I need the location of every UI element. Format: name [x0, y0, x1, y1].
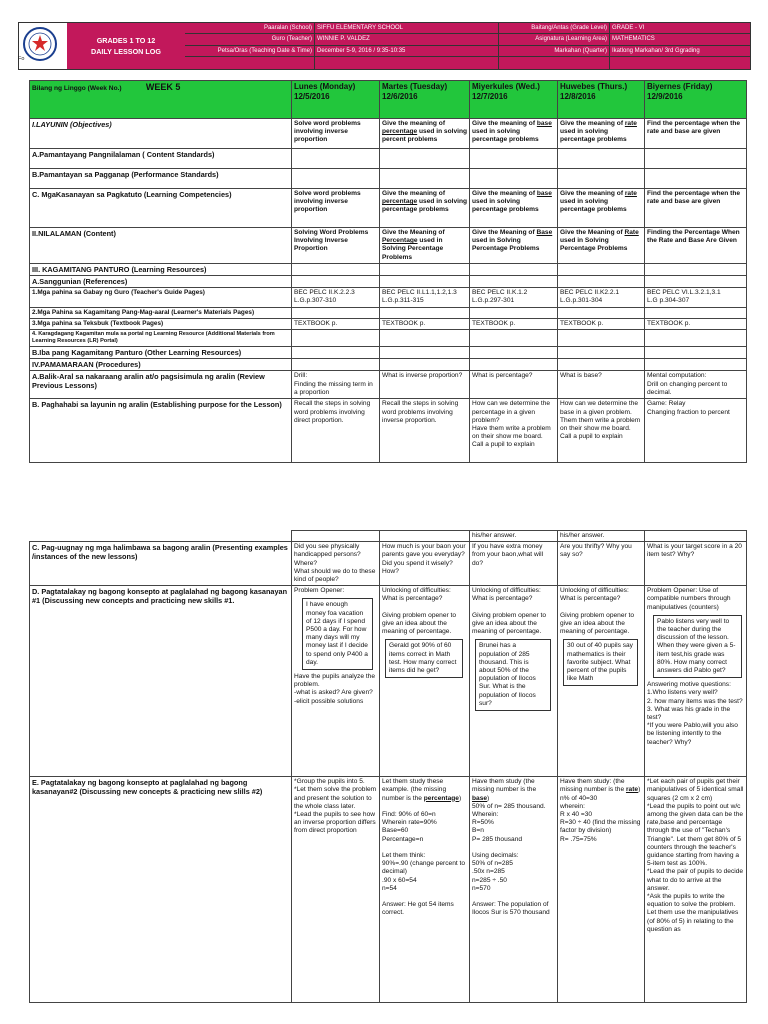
deped-seal-icon [23, 26, 57, 62]
day-header-monday: Lunes (Monday) 12/5/2016 [292, 81, 380, 119]
learning-area-label: Asignatura (Learning Area) [499, 34, 610, 44]
resources-row: III. KAGAMITANG PANTURO (Learning Resources) [30, 264, 747, 276]
problem-box-tuesday: Gerald got 90% of 60 items correct in Math test. How many correct items did he get? [385, 639, 463, 678]
performance-standards-row: B.Pamantayan sa Pagganap (Performance Standards) [30, 169, 747, 189]
header-row-blank [185, 57, 750, 69]
week-cell [30, 81, 292, 119]
lesson-log-table-page-1 [29, 80, 747, 463]
problem-box-monday: I have enough money foa vacation of 12 days if I spend P500 a day. For how many days will my money last if I decide to spend only P400 a day. [302, 598, 373, 670]
header-row-school [185, 23, 750, 34]
date-time-value: December 5-9, 2016 / 9:35-10:35 [315, 46, 499, 56]
references-row: A.Sanggunian (References) [30, 276, 747, 288]
day-header-friday: Biyernes (Friday) 12/9/2016 [645, 81, 747, 119]
purpose-row: B. Paghahabi sa layunin ng aralin (Establishing purpose for the Lesson) Recall the steps in solving word problems involving direct proportion. Recall the steps in solving word problems involving inverse proportion. How can we determine the percentage in a given problem? Have them write a problem on their show me board. Call a pupil to explain How can we determine the base in a given problem. Them them write a problem on their show me board. Call a pupil to explain Game: Relay Changing fraction to percent [30, 399, 747, 463]
learner-materials-row: 2.Mga Pahina sa Kagamitang Pang-Mag-aaral (Learner's Materials Pages) [30, 308, 747, 319]
header-info-grid [185, 23, 750, 69]
learning-area-value: MATHEMATICS [610, 34, 750, 44]
quarter-value: Ikatlong Markahan/ 3rd Ggrading [610, 46, 750, 56]
objectives-row: I.LAYUNIN (Objectives) Solve word problems involving inverse proportion Give the meaning of percentage used in solving percent problems Give the meaning of base used in solving percentage problems Give the meaning of rate used in solving percentage problems Find the percentage when the rate and base are given [30, 119, 747, 149]
date-time-label: Petsa/Oras (Teaching Date & Time) [185, 46, 315, 56]
lesson-log-header [18, 22, 751, 70]
objectives-label: I.LAYUNIN (Objectives) [30, 119, 292, 149]
continuation-row: his/her answer. his/her answer. [30, 531, 747, 542]
review-row: A.Balik-Aral sa nakaraang aralin at/o pagsisimula ng aralin (Review Previous Lessons) Drill: Finding the missing term in a proportion What is inverse proportion? What is percentage? What is base? Mental computation: Drill on changing percent to decimal. [30, 371, 747, 399]
day-header-thursday: Huwebes (Thurs.) 12/8/2016 [558, 81, 645, 119]
header-row-teacher [185, 34, 750, 45]
grade-level-label: Baitang/Antas (Grade Level) [499, 23, 610, 33]
title-line-2: DAILY LESSON LOG [91, 47, 161, 56]
teacher-value: WINNIE P. VALDEZ [315, 34, 499, 44]
problem-box-wednesday: Brunei has a population of 285 thousand. This is about 50% of the population of Ilocos Sur. What is the population of Ilocos sur? [475, 639, 551, 711]
school-label: Paaralan (School) [185, 23, 315, 33]
lr-portal-row: 4. Karagdagang Kagamitan mula sa portal ng Learning Resource (Additional Materials from Learning Resources (LR) Portal) [30, 330, 747, 347]
header-row-date [185, 46, 750, 57]
teacher-label: Guro (Teacher) [185, 34, 315, 44]
lesson-log-table-page-2 [29, 530, 747, 1003]
grade-level-value: GRADE - VI [610, 23, 750, 33]
problem-box-friday: Pablo listens very well to the teacher during the discussion of the lesson. When they were given a 5-item test,his grade was 80%. How many correct answers did Pablo get? [653, 615, 742, 678]
quarter-label: Markahan (Quarter) [499, 46, 610, 56]
form-label: Fo [18, 56, 25, 62]
other-resources-row: B.Iba pang Kagamitang Panturo (Other Learning Resources) [30, 347, 747, 359]
lesson-log-title [67, 23, 186, 69]
textbook-row: 3.Mga pahina sa Teksbuk (Textbook Pages) TEXTBOOK p. TEXTBOOK p. TEXTBOOK p. TEXTBOOK p. TEXTBOOK p. [30, 319, 747, 330]
content-row: II.NILALAMAN (Content) Solving Word Problems Involving Inverse Proportion Give the Meaning of Percentage used in Solving Percentage Problems Give the Meaning of Base used in Solving Percentage Problems Give the Meaning of Rate used in Solving Percentage Problems Finding the Percentage When the Rate and Base Are Given [30, 228, 747, 264]
competencies-row: C. MgaKasanayan sa Pagkatuto (Learning Competencies) Solve word problems involving inverse proportion Give the meaning of percentage used in solving percentage problems Give the meaning of base used in solving percentage problems Give the meaning of rate used in solving percentage problems Find the percentage when the rate and base are given [30, 189, 747, 228]
problem-box-thursday: 30 out of 40 pupils say mathematics is their favorite subject. What percent of the pupils like Math [563, 639, 638, 686]
discussion-1-row: D. Pagtatalakay ng bagong konsepto at paglalahad ng bagong kasanayan #1 (Discussing new concepts and practicing new skills #1. Problem Opener: I have enough money foa vacation of 12 days if I spend P500 a day. For how many days will my money last if I decide to spend only P400 a day. Have the pupils analyze the problem. -what is asked? Are given? -elicit possible solutions Unlocking of difficulties: What is percentage? Giving problem opener to give an idea about the meaning of percentage. Gerald got 90% of 60 items correct in Math test. How many correct items did he get? Unlocking of difficulties: What is percentage? Giving problem opener to give an idea about the meaning of percentage. Brunei has a population of 285 thousand. This is about 50% of the population of Ilocos Sur. What is the population of Ilocos sur? Unlocking of difficulties: What is percentage? Giving problem opener to give an idea about the meaning of percentage. 30 out of 40 pupils say mathematics is their favorite subject. What percent of the pupils like Math Problem Opener: Use of compatible numbers through manipulatives (counters) Pablo listens very well to the teacher during the discussion of the lesson. When they were given a 5-item test,his grade was 80%. How many correct answers did Pablo get? Answering motive questions: 1.Who listens very well? 2. how many items was the test? 3. What was his grade in the test? *If you were Pablo,will you also be listening intently to the teacher? Why? [30, 586, 747, 777]
title-line-1: GRADES 1 TO 12 [96, 36, 156, 45]
week-number: WEEK 5 [145, 82, 181, 92]
teacher-guide-row: 1.Mga pahina sa Gabay ng Guro (Teacher's Guide Pages) BEC PELC II.K.2.2.3 L.G.p.307-310 BEC PELC II.L1.1,1.2,1.3 L.G.p.311-315 BEC PELC II.K.1.2 L.G.p.297-301 BEC PELC II.K2.2.1 L.G.p.301-304 BEC PELC VI.L.3.2.1,3.1 L.G p.304-307 [30, 288, 747, 308]
discussion-2-row: E. Pagtatalakay ng bagong konsepto at paglalahad ng bagong kasanayan#2 (Discussing new concepts & practicing new slills #2) *Group the pupils into 5. *Let them solve the problem and present the solution to the whole class later. *Lead the pupils to see how an inverse proportion differs from direct proportion Let them study these example. (the missing number is the percentage) Find: 90% of 60=n Wherein rate=90% Base=60 Percentage=n Let them think: 90%=.90 (change percent to decimal) .90 x 60=54 n=54 Answer: He got 54 items correct. Have them study (the missing number is the base) 50% of n= 285 thousand. Wherein: R=50% B=n P= 285 thousand Using decimals: 50% of n=285 .50x n=285 n=285 ÷ .50 n=570 Answer: The population of Ilocos Sur is 570 thousand Have them study: (the missing number is the rate) n% of 40=30 wherein: R x 40 =30 R=30 ÷ 40 (find the missing factor by division) R= .75=75% *Let each pair of pupils get their manipulatives of 5 identical small squares (2 cm x 2 cm) *Lead the pupils to point out w/c among the given data can be the rate,base and percentage through the use of "Techan's Triangle". Let them get 80% of 5 counters through the teacher's guidance starting from having a 5-item test as 100%. *Lead the pair of pupils to decide what to do to arrive at the answer. *Ask the pupils to write the equation to solve the problem. Let them use the manipulatives (of 80% of 5) in relating to the question as [30, 777, 747, 1003]
days-header-row [30, 81, 747, 119]
procedures-row: IV.PAMAMARAAN (Procedures) [30, 359, 747, 371]
day-header-wednesday: Miyerkules (Wed.) 12/7/2016 [470, 81, 558, 119]
examples-row: C. Pag-uugnay ng mga halimbawa sa bagong aralin (Presenting examples /instances of the new lessons) Did you see physically handicapped persons? Where? What should we do to these kind of people? How much is your baon your parents gave you everyday? Did you spend it wisely? How? If you have extra money from your baon,what will do? Are you thrifty? Why you say so? What is your target score in a 20 item test? Why? [30, 542, 747, 586]
content-standards-row: A.Pamantayang Pangnilalaman ( Content Standards) [30, 149, 747, 169]
school-value: SIFFU ELEMENTARY SCHOOL [315, 23, 499, 33]
day-header-tuesday: Martes (Tuesday) 12/6/2016 [380, 81, 470, 119]
week-no-label: Bilang ng Linggo (Week No.) [32, 85, 122, 92]
